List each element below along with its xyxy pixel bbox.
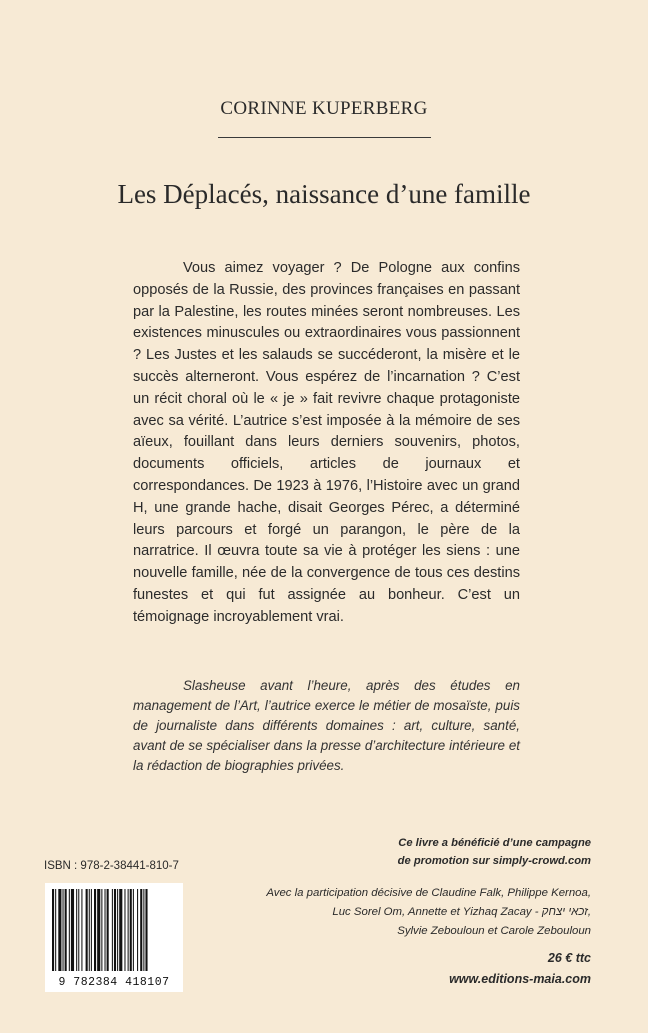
barcode-bar: [58, 889, 61, 971]
book-summary: Vous aimez voyager ? De Pologne aux confins opposés de la Russie, des provinces françaises en passant par la Palestine, les routes minées seront nombreuses. Les existences minuscules ou extraordinaires vous passionnent ? Les Justes et les salauds se succéderont, la misère et le succès alterneront. Vous espérez de l’incarnation ? C’est un récit choral où le « je » fait revivre chaque protagoniste avec sa vérité. L’autrice s’est imposée à la mémoire de ses aïeux, fouillant dans leurs derniers souvenirs, photos, documents officiels, articles de journaux et correspondances. De 1923 à 1976, l’Histoire avec un grand H, une grande hache, disait Georges Pérec, a déterminé leurs parcours et forgé un parangon, le père de la narratrice. Il œuvra toute sa vie à protéger les siens : une nouvelle famille, née de la convergence de tous ces destins funestes et qui fut assignée au bonheur. C’est un témoignage incroyablement vrai.: [133, 260, 520, 625]
barcode-bar: [101, 889, 102, 971]
participation-line-3: Sylvie Zebouloun et Carole Zebouloun: [397, 925, 591, 937]
author-name: CORINNE KUPERBERG: [220, 98, 428, 119]
barcode-bar: [133, 889, 134, 971]
publisher-website: www.editions-maia.com: [449, 972, 591, 986]
barcode-bar: [145, 889, 147, 971]
barcode-bar: [107, 889, 109, 971]
barcode-bar: [128, 889, 129, 971]
barcode-bar: [119, 889, 122, 971]
barcode-bar: [137, 889, 138, 971]
barcode-bar: [97, 889, 100, 971]
isbn-label: ISBN : 978-2-38441-810-7: [44, 860, 179, 872]
barcode-bar: [71, 889, 74, 971]
author-bio: Slasheuse avant l’heure, après des études en management de l’Art, l’autrice exerce le métier de mosaïste, puis de journaliste dans différents domaines : art, culture, santé, avant de se spécialiser dans la presse d’architecture intérieure et la rédaction de biographies privées.: [133, 678, 520, 773]
barcode-bar: [140, 889, 142, 971]
barcode-bar: [89, 889, 90, 971]
barcode-bar: [91, 889, 92, 971]
campaign-notice: [291, 834, 591, 870]
barcode-bar: [81, 889, 82, 971]
participation-credits: [211, 884, 591, 941]
book-title: Les Déplacés, naissance d’une famille: [117, 179, 531, 209]
barcode-bar: [63, 889, 64, 971]
participation-line-2: Luc Sorel Om, Annette et Yizhaq Zacay - זכאי יצחק,: [332, 906, 591, 918]
barcode-bar: [112, 889, 113, 971]
barcode-bar: [117, 889, 118, 971]
barcode-bar: [94, 889, 96, 971]
barcode-bar: [130, 889, 132, 971]
barcode-bar: [86, 889, 88, 971]
barcode-bar: [55, 889, 56, 971]
barcode-bar: [78, 889, 79, 971]
title-divider: [218, 137, 431, 138]
barcode-bars-icon: [52, 889, 176, 971]
barcode-bar: [69, 889, 70, 971]
barcode-bar: [114, 889, 116, 971]
barcode-bar: [143, 889, 144, 971]
barcode-bar: [76, 889, 77, 971]
price-label: 26 € ttc: [547, 951, 591, 965]
campaign-line-2: de promotion sur simply-crowd.com: [397, 855, 591, 867]
barcode-bar: [124, 889, 125, 971]
participation-line-1: Avec la participation décisive de Claudine Falk, Philippe Kernoa,: [266, 887, 591, 899]
barcode-digits: 9 782384 418107: [58, 976, 170, 989]
barcode: [45, 883, 183, 992]
barcode-bar: [65, 889, 67, 971]
campaign-line-1: Ce livre a bénéficié d’une campagne: [398, 837, 591, 849]
barcode-bar: [52, 889, 54, 971]
barcode-bar: [105, 889, 106, 971]
